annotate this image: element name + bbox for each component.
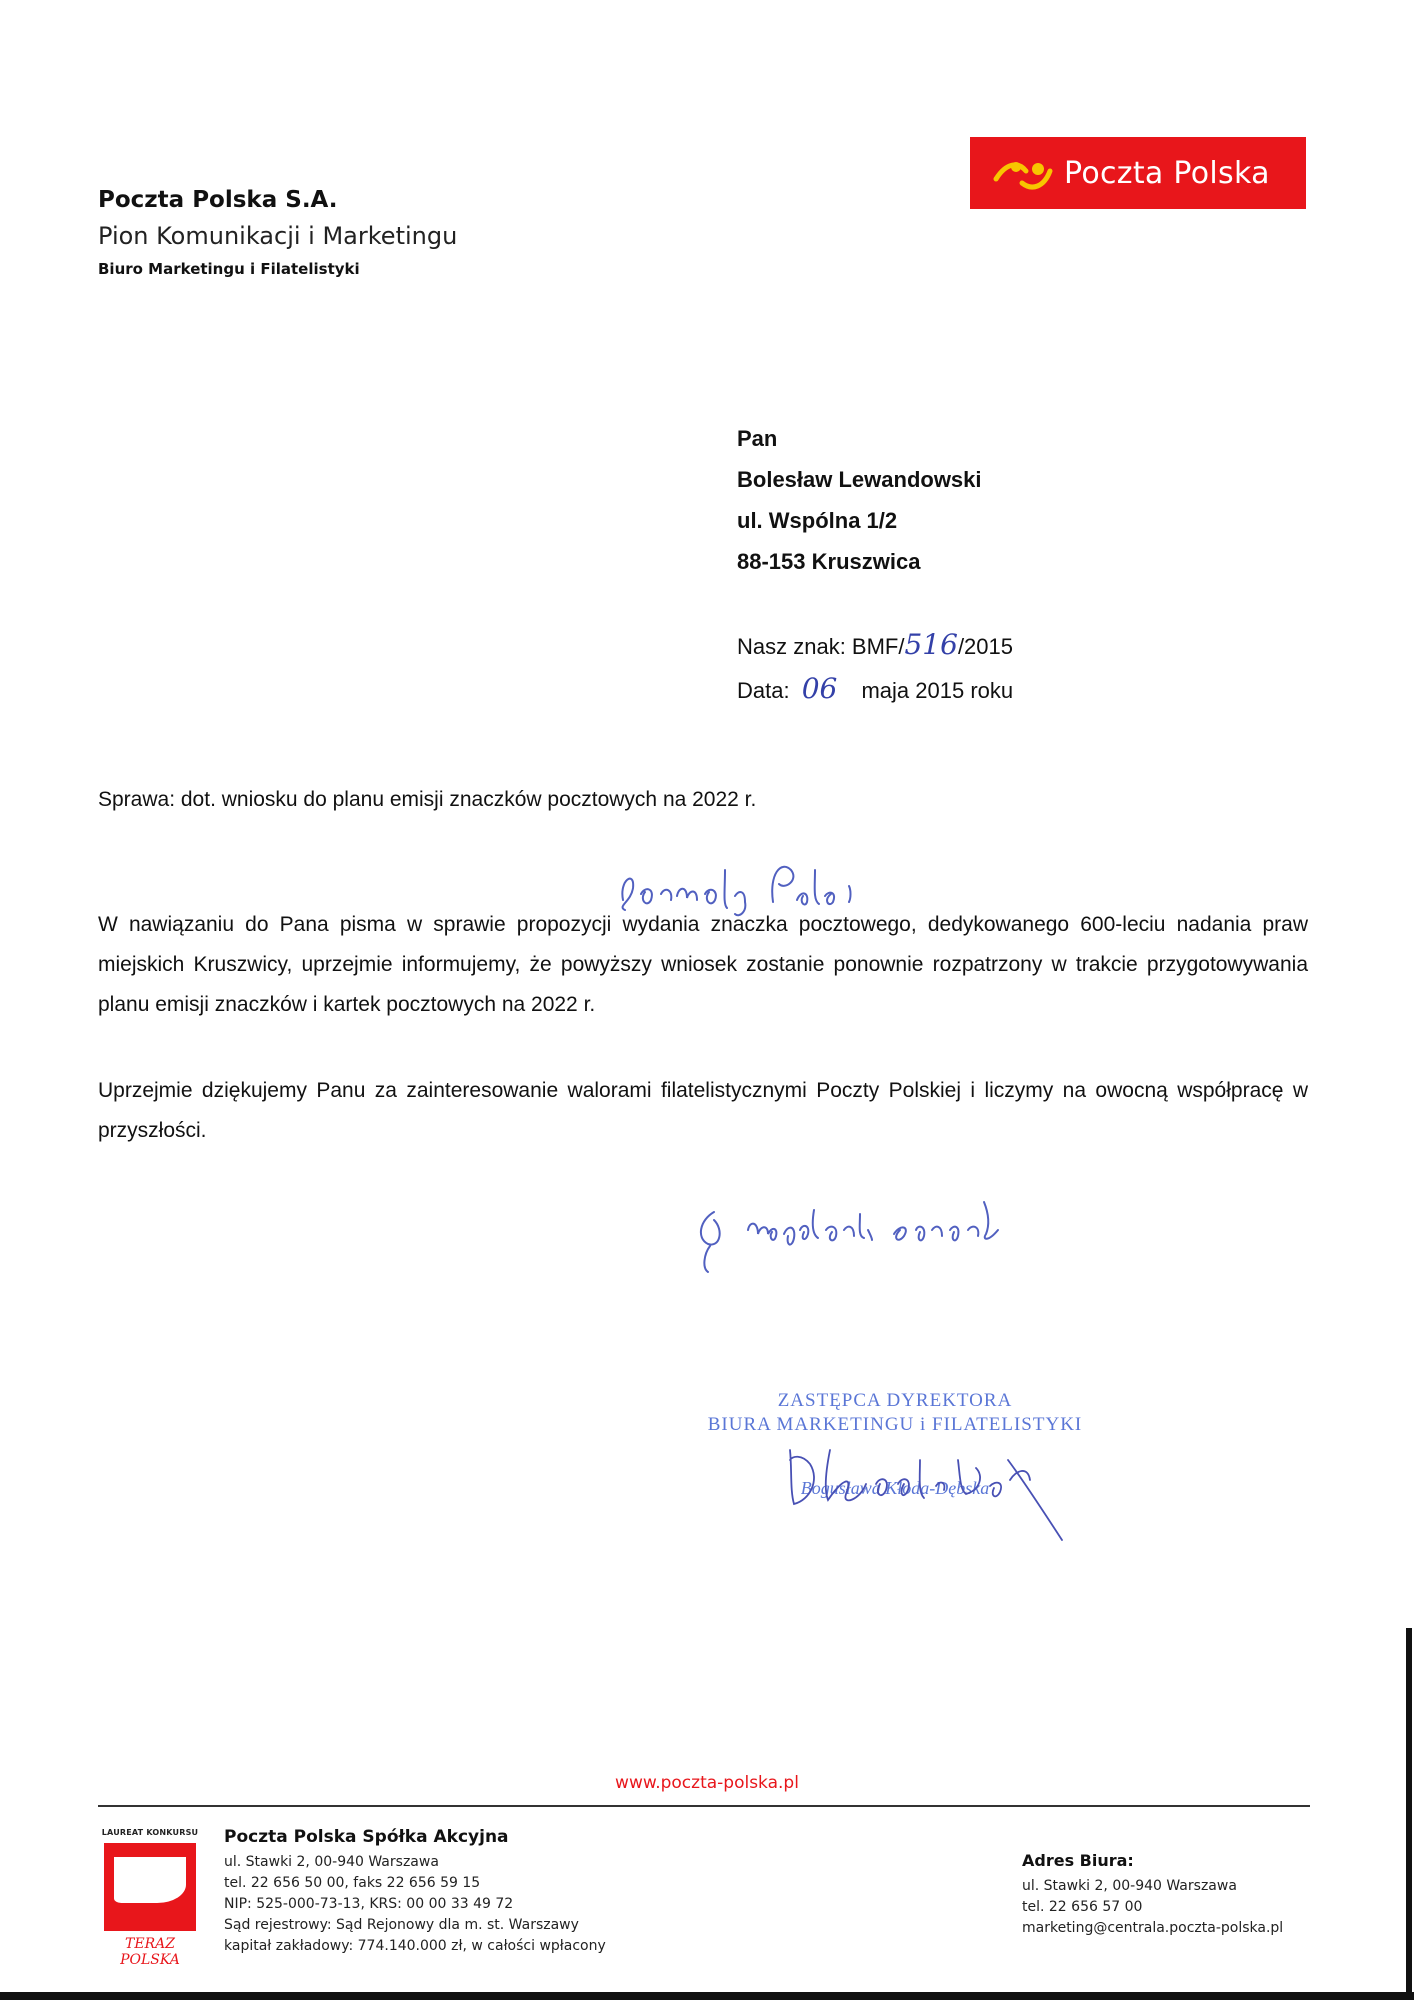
recipient-name: Bolesław Lewandowski xyxy=(737,467,982,492)
handwritten-signature xyxy=(780,1420,1080,1555)
date-line xyxy=(737,668,1013,712)
post-horn-icon xyxy=(992,153,1056,193)
office-phone: tel. 22 656 57 00 xyxy=(1022,1899,1143,1915)
reference-block xyxy=(737,624,1013,712)
letter-paragraph-2: Uprzejmie dziękujemy Panu za zainteresowanie walorami filatelistycznymi Poczty Polskiej i liczymy na owocną współpracę w przyszłości. xyxy=(98,1079,1308,1142)
recipient-city: 88-153 Kruszwica xyxy=(737,549,921,574)
letter-subject: Sprawa: dot. wniosku do planu emisji znaczków pocztowych na 2022 r. xyxy=(98,788,757,811)
sender-block xyxy=(98,182,457,284)
company-phone: tel. 22 656 50 00, faks 22 656 59 15 xyxy=(224,1875,481,1891)
reference-label: Nasz znak: BMF/ xyxy=(737,634,905,659)
handwritten-closing xyxy=(688,1190,1068,1315)
award-top-text: LAUREAT KONKURSU xyxy=(101,1828,199,1837)
reference-number-line xyxy=(737,624,1013,668)
company-ids: NIP: 525-000-73-13, KRS: 00 00 33 49 72 xyxy=(224,1896,514,1912)
sender-division: Pion Komunikacji i Marketingu xyxy=(98,222,458,250)
poczta-polska-logo xyxy=(970,137,1306,209)
office-title: Adres Biura: xyxy=(1022,1851,1134,1870)
recipient-address xyxy=(737,418,982,582)
recipient-street: ul. Wspólna 1/2 xyxy=(737,508,898,533)
office-address: ul. Stawki 2, 00-940 Warszawa xyxy=(1022,1878,1237,1894)
footer-divider xyxy=(98,1805,1310,1807)
company-name: Poczta Polska Spółka Akcyjna xyxy=(224,1827,509,1847)
scan-edge-right xyxy=(1406,1628,1412,2000)
recipient-title: Pan xyxy=(737,426,778,451)
sender-organization: Poczta Polska S.A. xyxy=(98,187,338,213)
company-court: Sąd rejestrowy: Sąd Rejonowy dla m. st. Warszawy xyxy=(224,1917,579,1933)
company-address: ul. Stawki 2, 00-940 Warszawa xyxy=(224,1854,439,1870)
company-capital: kapitał zakładowy: 774.140.000 zł, w całości wpłacony xyxy=(224,1938,606,1954)
office-email[interactable]: marketing@centrala.poczta-polska.pl xyxy=(1022,1920,1284,1936)
date-rest: maja 2015 roku xyxy=(861,678,1014,703)
award-bottom-text: TERAZ POLSKA xyxy=(120,1936,180,1968)
sender-bureau: Biuro Marketingu i Filatelistyki xyxy=(98,260,360,278)
company-details xyxy=(224,1822,606,1957)
office-details xyxy=(1022,1846,1283,1939)
stamp-title-line-1: ZASTĘPCA DYREKTORA xyxy=(777,1390,1013,1411)
date-day-handwritten: 06 xyxy=(801,672,838,705)
letter-paragraph-1: W nawiązaniu do Pana pisma w sprawie propozycji wydania znaczka pocztowego, dedykowanego 600-leciu nadania praw miejskich Kruszwicy, uprzejmie informujemy, że powyższy wniosek zostanie ponownie rozpatrzony w trakcie przygotowywania planu emisji znaczków i kartek pocztowych na 2022 r. xyxy=(98,913,1308,1016)
reference-number-handwritten: 516 xyxy=(904,628,958,661)
stamp-signatory-name: Bogusława Kłoda-Dębska xyxy=(800,1478,990,1498)
flag-emblem-icon xyxy=(104,1843,196,1931)
footer-website-link[interactable]: www.poczta-polska.pl xyxy=(615,1773,799,1793)
reference-year: /2015 xyxy=(957,634,1013,659)
scan-edge-bottom xyxy=(0,1992,1414,2000)
date-label: Data: xyxy=(737,678,790,703)
logo-text: Poczta Polska xyxy=(1064,155,1270,191)
teraz-polska-award xyxy=(98,1828,202,1968)
stamp-title-line-2: BIURA MARKETINGU i FILATELISTYKI xyxy=(707,1414,1083,1435)
